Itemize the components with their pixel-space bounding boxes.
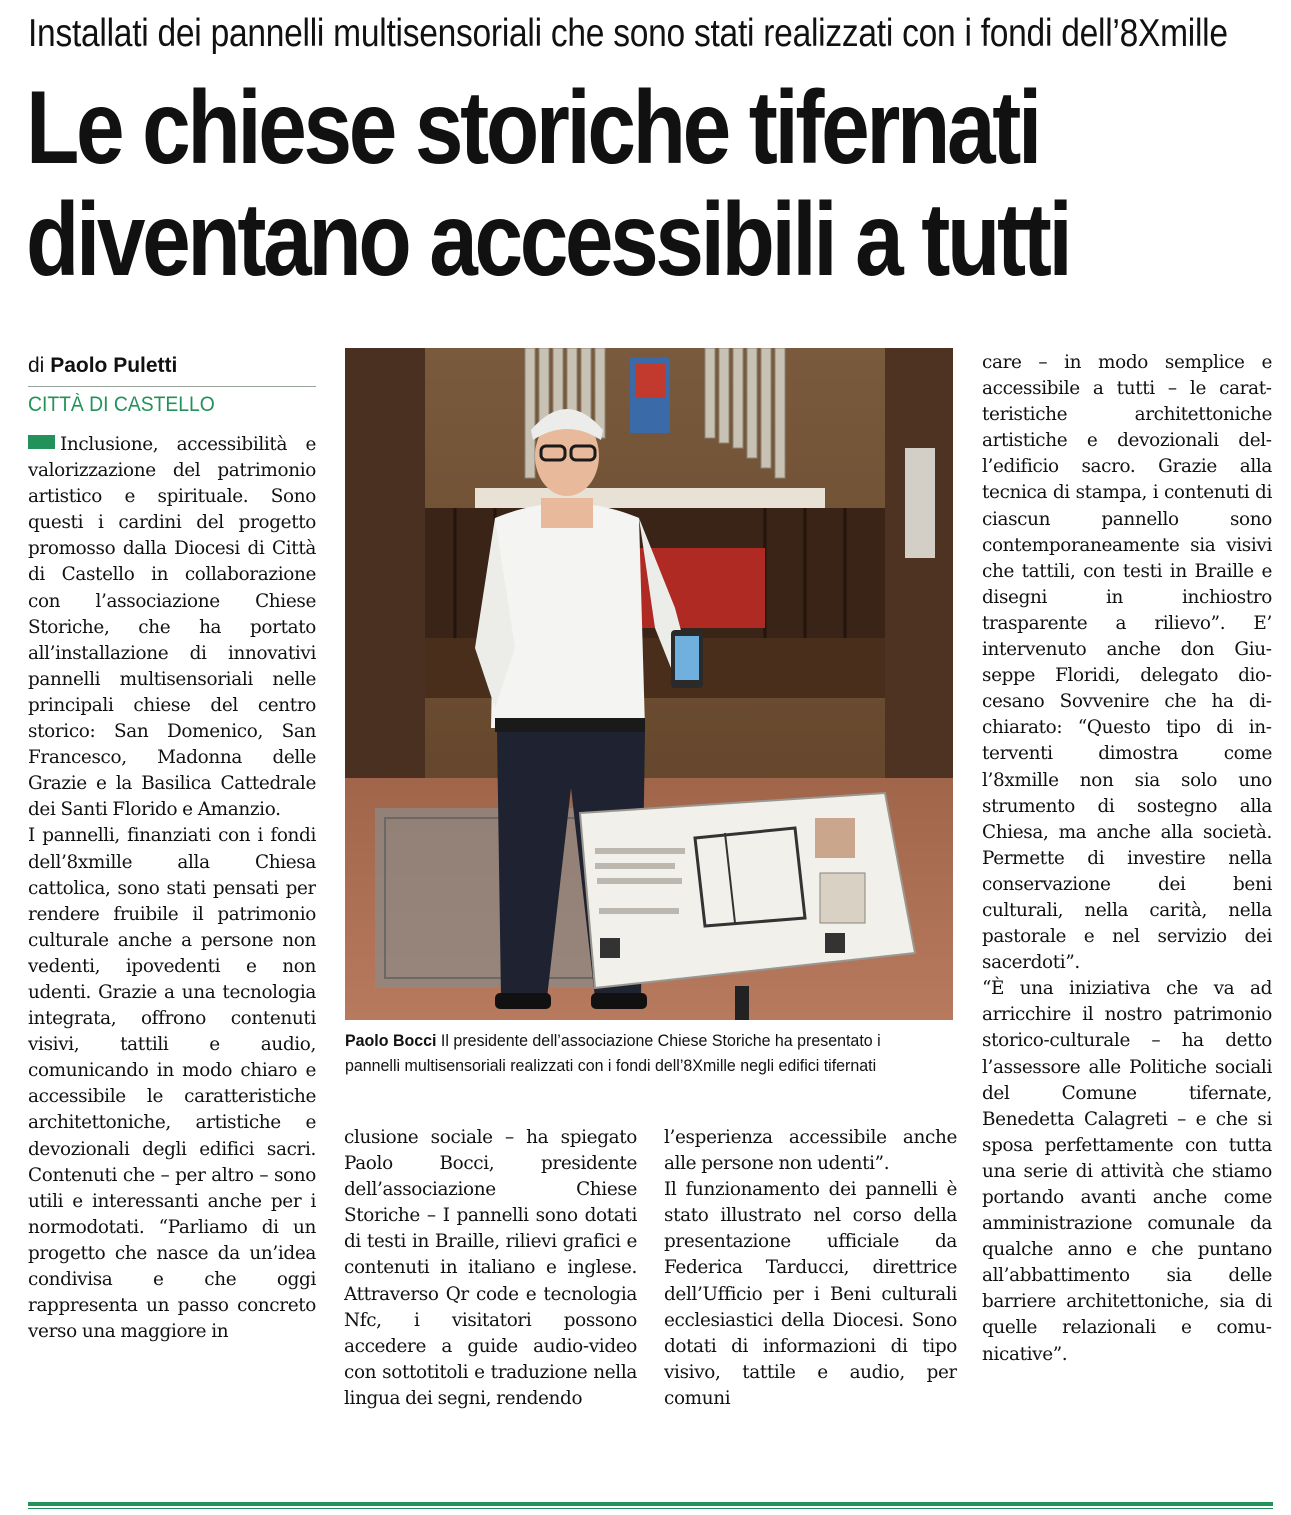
- bottom-rule-thin: [28, 1508, 1273, 1509]
- paragraph: Il funzionamento dei pannelli è stato illustrato nel corso della presentazione ufficiale da Federica Tarducci, direttrice dell’Ufficio per i Beni culturali ecclesiastici della Diocesi. Sono dotati di informazioni di tipo visivo, tattile e audio, per comuni: [664, 1179, 957, 1409]
- lead-square-icon: [28, 435, 55, 449]
- byline-divider: [28, 386, 316, 387]
- byline: [28, 354, 177, 378]
- paragraph: clusione sociale – ha spiegato Paolo Bocci, presidente dell’associazione Chiese Storiche – I pannelli sono dotati di testi in Braille, rilievi grafici e contenuti in italiano e inglese. Attraverso Qr code e tecnologia Nfc, i visitatori possono accedere a guide audio-video con sottotitoli e traduzione nella lingua dei segni, rendendo: [344, 1127, 637, 1409]
- headline-line-2: diventano accessibili a tutti: [26, 182, 1070, 298]
- paragraph: “È una iniziativa che va ad arricchire il nostro patrimonio storico-culturale – ha detto l’assessore alle Politiche sociali del Comune tifernate, Benedetta Calagreti – e che si sposa perfettamente con tutta una serie di attività che stiamo portando avanti anche come amministrazione comunale da qualche anno e che puntano all’abbattimento sia delle barriere architettoniche, sia di quelle relazionali e comunicative”.: [982, 978, 1272, 1365]
- panel-stand: [735, 986, 749, 1020]
- photo-caption: [345, 1028, 918, 1078]
- dateline: CITTÀ DI CASTELLO: [28, 393, 215, 416]
- byline-author: Paolo Puletti: [50, 354, 178, 377]
- headline: [26, 72, 1076, 296]
- statue: [905, 448, 935, 558]
- paragraph-text: Inclusione, accessibilità e valorizzazione del patrimonio artistico e spirituale. Sono questi i cardini del progetto promosso dalla Diocesi di Città di Castello in collaborazione con l’associazione Chiese Storiche, che ha portato all’installazione di innovativi pannelli multisensoriali nelle principali chiese del centro storico: San Domenico, San Francesco, Madonna delle Grazie e la Basilica Cattedrale dei Santi Florido e Amanzio.: [28, 434, 316, 821]
- article-column-3: [664, 1125, 957, 1495]
- paragraph: [28, 432, 316, 823]
- paragraph: care – in modo semplice e accessibile a tutti – le caratteristiche architettoniche artistiche e devozionali dell’edificio sacro. Grazie alla tecnica di stampa, i contenuti di ciascun pannello sono contemporaneamente sia visivi che tattili, con testi in Braille e disegni in inchiostro trasparente a rilievo”. E’ intervenuto anche don Giuseppe Floridi, delegato diocesano Sovvenire che ha dichiarato: “Questo tipo di interventi dimostra come l’8xmille non sia solo uno strumento di sostegno alla Chiesa, ma anche alla società. Permette di investire nella conservazione dei beni culturali, nella carità, nella pastorale e nel servizio dei sacerdoti”.: [982, 352, 1272, 974]
- church-interior-illustration: [345, 348, 953, 1020]
- paragraph: I pannelli, finanziati con i fondi dell’8xmille alla Chiesa cattolica, sono stati pensati per rendere fruibile il patrimonio culturale anche a persone non vedenti, ipovedenti e non udenti. Grazie a una tecnologia integrata, offrono contenuti visivi, tattili e audio, comunicando in modo chiaro e accessibile le caratteristiche architettoniche, artistiche e devozionali degli edifici sacri. Contenuti che – per altro – sono utili e interessanti anche per i normodotati. “Parliamo di un progetto che nasce da un’idea condivisa e che oggi rappresenta un passo concreto verso una maggiore in: [28, 825, 316, 1343]
- altar-cloth: [475, 488, 825, 508]
- article-column-2: [344, 1125, 637, 1495]
- article-photo: [345, 348, 953, 1020]
- caption-name: Paolo Bocci: [345, 1031, 437, 1050]
- headline-line-1: Le chiese storiche tifernati: [26, 70, 1039, 186]
- article-column-1: [28, 432, 316, 1482]
- tombstone: [375, 808, 605, 988]
- byline-prefix: di: [28, 354, 45, 377]
- bottom-rule: [28, 1502, 1273, 1506]
- kicker: Installati dei pannelli multisensoriali che sono stati realizzati con i fondi dell’8Xmille: [28, 12, 1228, 55]
- paragraph: l’esperienza accessibile anche alle persone non udenti”.: [664, 1127, 957, 1175]
- article-column-4: [982, 350, 1272, 1500]
- caption-text: Il presidente dell’associazione Chiese Storiche ha presentato i pannelli multisensoriali realizzati con i fondi dell’8Xmille negli edifici tifernati: [345, 1031, 881, 1075]
- belt: [495, 718, 645, 732]
